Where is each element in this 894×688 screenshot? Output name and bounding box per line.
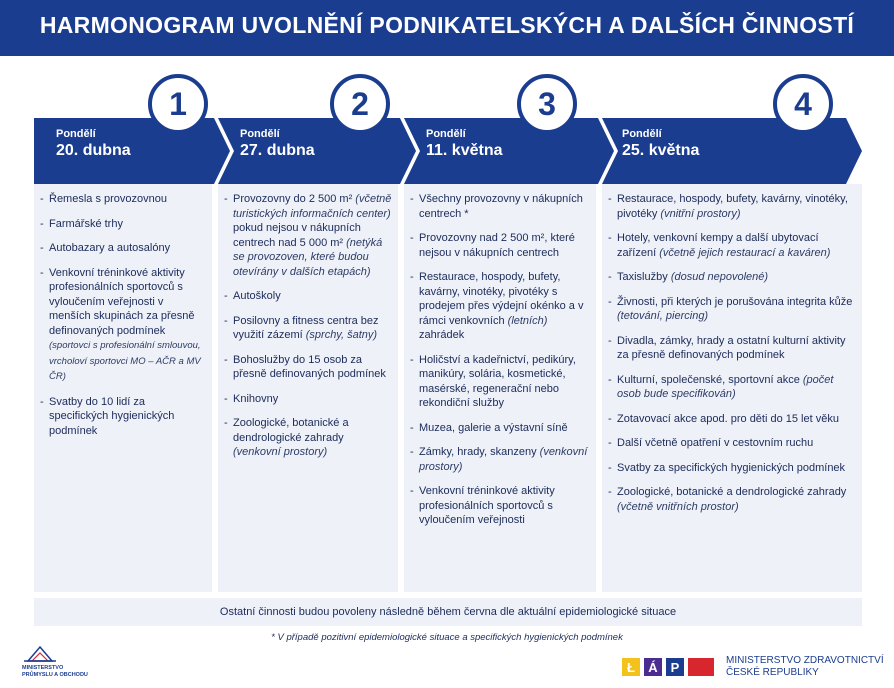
phase-2-column	[218, 184, 398, 592]
item-text: Divadla, zámky, hrady a ostatní kulturní aktivity za přesně definovaných podmínek	[617, 334, 846, 361]
list-item	[608, 334, 856, 363]
phase-3-date-label	[426, 128, 503, 160]
item-text: Řemesla s provozovnou	[49, 193, 168, 205]
phase-4-date: 25. května	[622, 142, 700, 159]
item-text: Všechny provozovny v nákupních centrech *	[419, 193, 583, 220]
item-note: (sportovci s profesionální smlouvou, vrcholoví sportovci MO – AČR a MV ČR)	[49, 340, 201, 382]
item-text: Bohoslužby do 15 osob za přesně definovaných podmínek	[233, 353, 386, 380]
list-item	[410, 192, 590, 221]
phase-4-date-label	[622, 128, 699, 160]
list-item	[40, 217, 206, 232]
svg-text:P: P	[670, 660, 680, 675]
item-note: (venkovní prostory)	[233, 446, 328, 458]
item-note: (počet osob bude specifikován)	[617, 373, 834, 400]
phase-1-day: Pondělí	[56, 128, 96, 140]
item-text: Taxislužby	[617, 271, 668, 283]
item-text: Zoologické, botanické a dendrologické zahrady	[617, 486, 847, 498]
item-text: Zámky, hrady, skanzeny	[419, 446, 537, 458]
item-note: (včetně jejich restaurací a kaváren)	[659, 246, 831, 259]
item-text: Restaurace, hospody, bufety, kavárny, vinotéky, pivotéky s prodejem přes výdejní okénko a v rámci venkovních	[419, 271, 584, 327]
phase-2-day: Pondělí	[240, 128, 280, 140]
item-text: pokud nejsou v nákupních centrech nad 5 000 m²	[233, 222, 361, 249]
list-item	[410, 231, 590, 260]
item-text: Zotavovací akce apod. pro děti do 15 let věku	[617, 412, 839, 425]
list-item	[224, 353, 392, 382]
item-text: Posilovny a fitness centra bez využití zázemí	[233, 314, 379, 341]
list-item	[40, 395, 206, 439]
phase-3-number: 3	[517, 74, 577, 134]
item-text: Knihovny	[233, 392, 279, 405]
footnote: * V případě pozitivní epidemiologické situace a specifických hygienických podmínek	[271, 632, 623, 643]
item-text: zahrádek	[419, 329, 465, 341]
item-note: (letních)	[507, 314, 548, 327]
item-text: Zoologické, botanické a dendrologické zahrady	[233, 417, 349, 444]
phase-4-column	[602, 184, 862, 592]
item-text: Živnosti, při kterých je porušována integrita kůže	[617, 295, 853, 308]
list-item	[410, 421, 590, 436]
footer-note: Ostatní činnosti budou povoleny následně během června dle aktuální epidemiologické situace	[34, 598, 862, 626]
mpo-line-2: PRŮMYSLU A OBCHODU	[22, 672, 88, 678]
list-item	[608, 461, 856, 476]
item-text: Kulturní, společenské, sportovní akce	[617, 373, 800, 386]
phase-2-number: 2	[330, 74, 390, 134]
item-text: Hotely, venkovní kempy a další ubytovací zařízení	[617, 232, 819, 259]
list-item	[410, 353, 590, 411]
item-note: (včetně turistických informačních center)	[233, 193, 392, 220]
item-text: Autobazary a autosalóny	[49, 242, 171, 254]
list-item	[224, 289, 392, 304]
item-note: (sprchy, šatny)	[305, 329, 378, 341]
item-text: Svatby do 10 lidí za specifických hygienických podmínek	[49, 395, 175, 437]
phase-1-column	[34, 184, 212, 592]
page-title: HARMONOGRAM UVOLNĚNÍ PODNIKATELSKÝCH A DALŠÍCH ČINNOSTÍ	[39, 12, 855, 38]
item-text: Provozovny do 2 500 m²	[233, 193, 353, 205]
phase-2-date: 27. dubna	[240, 142, 315, 159]
list-item	[608, 192, 856, 221]
list-item	[410, 445, 590, 474]
list-item	[224, 192, 392, 279]
item-note: (venkovní prostory)	[419, 446, 588, 473]
list-item	[608, 373, 856, 402]
phase-1-number: 1	[148, 74, 208, 134]
item-text: Provozovny nad 2 500 m², které nejsou v nákupních centrech	[419, 232, 575, 259]
list-item	[224, 392, 392, 407]
phase-1-date: 20. dubna	[56, 142, 131, 159]
list-item	[40, 266, 206, 385]
list-item	[608, 412, 856, 427]
item-note: (včetně vnitřních prostor)	[617, 500, 739, 513]
list-item	[40, 192, 206, 207]
mz-logo-text	[726, 655, 884, 679]
list-item	[224, 416, 392, 460]
list-item	[608, 270, 856, 285]
title-bar	[0, 0, 894, 56]
phase-4-day: Pondělí	[622, 128, 662, 140]
mz-line-1: MINISTERSTVO ZDRAVOTNICTVÍ	[726, 655, 884, 666]
phase-3-day: Pondělí	[426, 128, 466, 140]
item-note: (vnitřní prostory)	[660, 207, 741, 220]
item-text: Další včetně opatření v cestovním ruchu	[617, 437, 814, 449]
list-item	[608, 295, 856, 324]
phase-1-date-label	[56, 128, 131, 160]
item-text: Farmářské trhy	[49, 217, 123, 230]
list-item	[608, 436, 856, 451]
item-text: Holičství a kadeřnictví, pedikúry, manikúry, solária, kosmetické, masérské, regenerační nebo rekondiční služby	[419, 353, 576, 409]
svg-text:Á: Á	[648, 660, 658, 675]
list-item	[608, 485, 856, 514]
phase-4-number: 4	[773, 74, 833, 134]
item-note: (dosud nepovolené)	[670, 271, 769, 283]
svg-text:Ł: Ł	[627, 660, 635, 675]
item-text: Muzea, galerie a výstavní síně	[419, 421, 568, 434]
phase-3-date: 11. května	[426, 142, 503, 159]
list-item	[410, 484, 590, 528]
item-note: (netýká se provozoven, které budou otevírány v dalších etapách)	[233, 236, 383, 278]
list-item	[224, 314, 392, 343]
mz-line-2: ČESKÉ REPUBLIKY	[726, 667, 819, 678]
item-note: (tetování, piercing)	[617, 310, 709, 322]
phase-3-column	[404, 184, 596, 592]
phase-2-date-label	[240, 128, 315, 160]
item-text: Restaurace, hospody, bufety, kavárny, vinotéky, pivotéky	[617, 193, 848, 220]
list-item	[608, 231, 856, 260]
mpo-line-1: MINISTERSTVO	[22, 665, 64, 671]
list-item	[40, 241, 206, 256]
item-text: Venkovní tréninkové aktivity profesionálních sportovců s vyloučením veřejnosti	[419, 485, 555, 526]
mpo-logo-text	[22, 665, 88, 679]
mz-logo-icon	[622, 656, 718, 678]
item-text: Svatby za specifických hygienických podmínek	[617, 461, 846, 474]
item-text: Venkovní tréninkové aktivity profesionálních sportovců s vyloučením veřejnosti v menších skupinách za přesně definovaných podmínek	[49, 266, 195, 337]
item-text: Autoškoly	[233, 290, 281, 302]
list-item	[410, 270, 590, 343]
